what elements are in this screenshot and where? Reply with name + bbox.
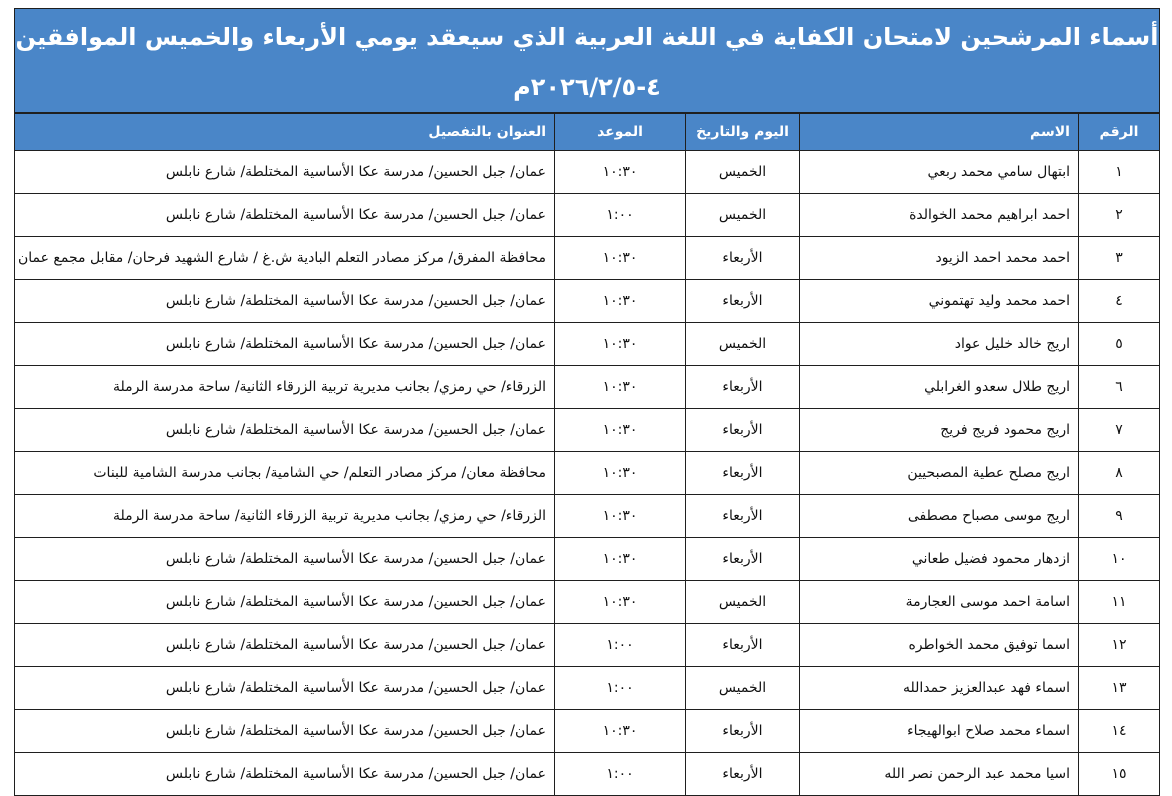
exam-dates: ٤-٢٠٢٦/٢/٥م (513, 73, 661, 101)
cell-name: ابتهال سامي محمد ربعي (800, 151, 1079, 194)
cell-number: ٧ (1079, 409, 1160, 452)
cell-time: ١٠:٣٠ (555, 581, 686, 624)
table-row (15, 624, 1160, 667)
cell-time: ١٠:٣٠ (555, 452, 686, 495)
cell-address: عمان/ جبل الحسين/ مدرسة عكا الأساسية المختلطة/ شارع نابلس (15, 538, 555, 581)
cell-name: اسما توفيق محمد الخواطره (800, 624, 1079, 667)
table-header-row (15, 114, 1160, 151)
cell-name: احمد ابراهيم محمد الخوالدة (800, 194, 1079, 237)
cell-day: الخميس (686, 581, 800, 624)
cell-number: ٨ (1079, 452, 1160, 495)
cell-name: اريج محمود فريج فريج (800, 409, 1079, 452)
table-row (15, 151, 1160, 194)
cell-time: ١٠:٣٠ (555, 280, 686, 323)
cell-time: ١٠:٣٠ (555, 366, 686, 409)
cell-number: ١٣ (1079, 667, 1160, 710)
cell-day: الأربعاء (686, 237, 800, 280)
table-row (15, 538, 1160, 581)
cell-day: الأربعاء (686, 624, 800, 667)
cell-address: محافظة المفرق/ مركز مصادر التعلم البادية ش.غ / شارع الشهيد فرحان/ مقابل مجمع عمان (15, 237, 555, 280)
cell-name: اريج موسى مصباح مصطفى (800, 495, 1079, 538)
cell-address: الزرقاء/ حي رمزي/ بجانب مديرية تربية الزرقاء الثانية/ ساحة مدرسة الرملة (15, 495, 555, 538)
cell-day: الخميس (686, 667, 800, 710)
cell-number: ٣ (1079, 237, 1160, 280)
cell-address: عمان/ جبل الحسين/ مدرسة عكا الأساسية المختلطة/ شارع نابلس (15, 323, 555, 366)
table-row (15, 753, 1160, 796)
cell-time: ١:٠٠ (555, 667, 686, 710)
table-row (15, 452, 1160, 495)
cell-number: ١٥ (1079, 753, 1160, 796)
table-row (15, 237, 1160, 280)
column-header-name: الاسم (800, 114, 1079, 151)
table-row (15, 581, 1160, 624)
column-header-number: الرقم (1079, 114, 1160, 151)
table-row (15, 366, 1160, 409)
page-title: أسماء المرشحين لامتحان الكفاية في اللغة العربية الذي سيعقد يومي الأربعاء والخميس الموافقين (15, 23, 1159, 51)
table-row (15, 495, 1160, 538)
cell-name: اسيا محمد عبد الرحمن نصر الله (800, 753, 1079, 796)
cell-number: ١٠ (1079, 538, 1160, 581)
table-row (15, 409, 1160, 452)
cell-name: اريج خالد خليل عواد (800, 323, 1079, 366)
cell-day: الأربعاء (686, 495, 800, 538)
cell-number: ٦ (1079, 366, 1160, 409)
cell-number: ١٤ (1079, 710, 1160, 753)
cell-day: الأربعاء (686, 753, 800, 796)
cell-number: ١٢ (1079, 624, 1160, 667)
cell-address: الزرقاء/ حي رمزي/ بجانب مديرية تربية الزرقاء الثانية/ ساحة مدرسة الرملة (15, 366, 555, 409)
table-row (15, 280, 1160, 323)
cell-time: ١:٠٠ (555, 753, 686, 796)
cell-time: ١٠:٣٠ (555, 538, 686, 581)
column-header-time: الموعد (555, 114, 686, 151)
cell-address: عمان/ جبل الحسين/ مدرسة عكا الأساسية المختلطة/ شارع نابلس (15, 667, 555, 710)
cell-name: اسامة احمد موسى العجارمة (800, 581, 1079, 624)
table-body (15, 151, 1160, 796)
cell-time: ١:٠٠ (555, 194, 686, 237)
cell-address: محافظة معان/ مركز مصادر التعلم/ حي الشامية/ بجانب مدرسة الشامية للبنات (15, 452, 555, 495)
cell-time: ١٠:٣٠ (555, 495, 686, 538)
cell-address: عمان/ جبل الحسين/ مدرسة عكا الأساسية المختلطة/ شارع نابلس (15, 710, 555, 753)
table-row (15, 323, 1160, 366)
cell-number: ٩ (1079, 495, 1160, 538)
cell-name: اسماء فهد عبدالعزيز حمدالله (800, 667, 1079, 710)
cell-number: ١١ (1079, 581, 1160, 624)
cell-name: اريج طلال سعدو الغرابلي (800, 366, 1079, 409)
cell-time: ١٠:٣٠ (555, 710, 686, 753)
table-row (15, 710, 1160, 753)
column-header-address: العنوان بالتفصيل (15, 114, 555, 151)
table-row (15, 194, 1160, 237)
table-row (15, 667, 1160, 710)
cell-address: عمان/ جبل الحسين/ مدرسة عكا الأساسية المختلطة/ شارع نابلس (15, 581, 555, 624)
cell-day: الأربعاء (686, 366, 800, 409)
cell-time: ١:٠٠ (555, 624, 686, 667)
cell-time: ١٠:٣٠ (555, 409, 686, 452)
cell-address: عمان/ جبل الحسين/ مدرسة عكا الأساسية المختلطة/ شارع نابلس (15, 280, 555, 323)
cell-name: احمد محمد وليد تهتموني (800, 280, 1079, 323)
cell-name: احمد محمد احمد الزيود (800, 237, 1079, 280)
cell-number: ٥ (1079, 323, 1160, 366)
cell-time: ١٠:٣٠ (555, 323, 686, 366)
cell-number: ١ (1079, 151, 1160, 194)
cell-day: الخميس (686, 151, 800, 194)
cell-address: عمان/ جبل الحسين/ مدرسة عكا الأساسية المختلطة/ شارع نابلس (15, 151, 555, 194)
column-header-day-date: اليوم والتاريخ (686, 114, 800, 151)
cell-number: ٤ (1079, 280, 1160, 323)
cell-name: ازدهار محمود فضيل طعاني (800, 538, 1079, 581)
cell-address: عمان/ جبل الحسين/ مدرسة عكا الأساسية المختلطة/ شارع نابلس (15, 624, 555, 667)
cell-day: الأربعاء (686, 452, 800, 495)
cell-day: الأربعاء (686, 409, 800, 452)
cell-day: الأربعاء (686, 280, 800, 323)
cell-time: ١٠:٣٠ (555, 237, 686, 280)
cell-address: عمان/ جبل الحسين/ مدرسة عكا الأساسية المختلطة/ شارع نابلس (15, 409, 555, 452)
cell-day: الأربعاء (686, 710, 800, 753)
cell-address: عمان/ جبل الحسين/ مدرسة عكا الأساسية المختلطة/ شارع نابلس (15, 194, 555, 237)
cell-day: الخميس (686, 323, 800, 366)
cell-address: عمان/ جبل الحسين/ مدرسة عكا الأساسية المختلطة/ شارع نابلس (15, 753, 555, 796)
cell-day: الأربعاء (686, 538, 800, 581)
title-band (14, 8, 1160, 113)
cell-name: اسماء محمد صلاح ابوالهيجاء (800, 710, 1079, 753)
cell-number: ٢ (1079, 194, 1160, 237)
cell-time: ١٠:٣٠ (555, 151, 686, 194)
cell-day: الخميس (686, 194, 800, 237)
cell-name: اريج مصلح عطية المصبحيين (800, 452, 1079, 495)
candidates-table (14, 113, 1160, 796)
